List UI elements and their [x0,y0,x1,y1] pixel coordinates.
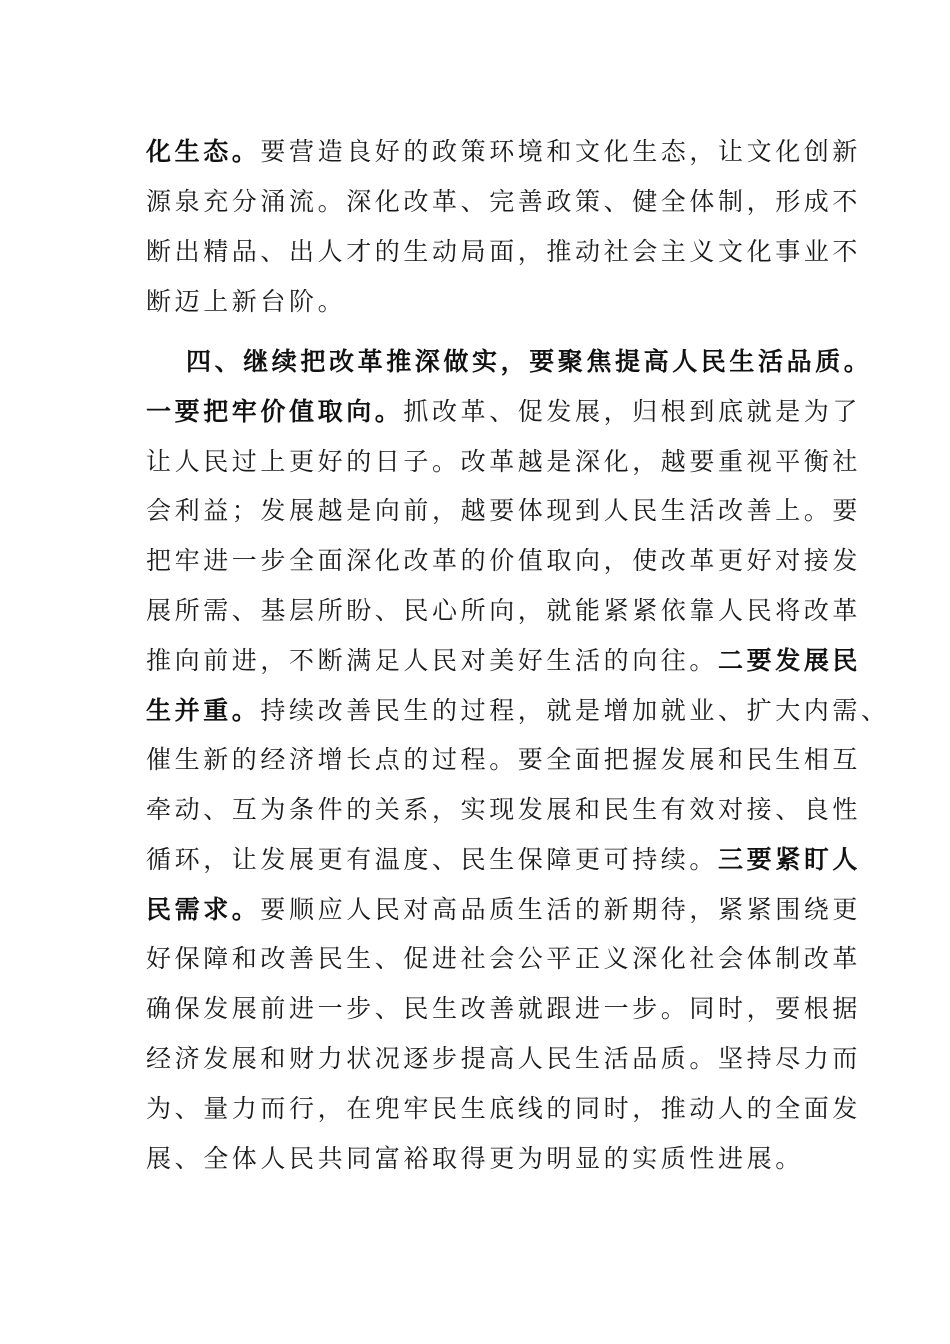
body-text: 循环，让发展更有温度、民生保障更可持续。 [146,845,719,874]
body-text: 持续改善民生的过程，就是增加就业、扩大内需、 [260,696,890,725]
heading-text: 四、继续把改革推深做实，要聚焦提高人民生活品质。 [186,347,873,376]
text-line-7 [146,437,862,487]
text-line-9 [146,536,862,586]
text-line-15 [146,835,862,885]
text-line-18 [146,984,862,1034]
text-line-2 [146,177,862,227]
text-line-1 [146,127,862,177]
bold-phrase: 民需求。 [146,895,261,924]
body-text: 牵动、互为条件的关系，实现发展和民生有效对接、良性 [146,795,862,824]
text-line-4 [146,277,826,327]
body-text: 要顺应人民对高品质生活的新期待，紧紧围绕更 [260,895,862,924]
text-line-6 [146,387,862,437]
body-text: 推向前进，不断满足人民对美好生活的向往。 [146,646,719,675]
text-line-10 [146,586,862,636]
text-line-20 [146,1084,862,1134]
body-text: 展所需、基层所盼、民心所向，就能紧紧依靠人民将改革 [146,596,862,625]
body-text: 会利益；发展越是向前，越要体现到人民生活改善上。要 [146,496,862,525]
text-line-16 [146,885,862,935]
bold-phrase: 三要紧盯人 [718,845,862,874]
body-text: 为、量力而行，在兜牢民生底线的同时，推动人的全面发 [146,1094,862,1123]
text-line-3 [146,227,862,277]
text-line-8 [146,486,862,536]
body-text: 把牢进一步全面深化改革的价值取向，使改革更好对接发 [146,546,862,575]
text-line-12 [146,686,890,736]
text-line-14 [146,785,862,835]
text-line-13 [146,735,862,785]
text-line-21 [146,1134,826,1184]
body-text: 断出精品、出人才的生动局面，推动社会主义文化事业不 [146,237,862,266]
section-heading [186,337,873,387]
bold-phrase: 一要把牢价值取向。 [146,397,404,426]
body-text: 经济发展和财力状况逐步提高人民生活品质。坚持尽力而 [146,1044,862,1073]
bold-phrase: 化生态。 [146,137,261,166]
body-text: 催生新的经济增长点的过程。要全面把握发展和民生相互 [146,745,862,774]
body-text: 好保障和改善民生、促进社会公平正义深化社会体制改革 [146,944,862,973]
text-line-11 [146,636,862,686]
body-text: 让人民过上更好的日子。改革越是深化，越要重视平衡社 [146,447,862,476]
body-text: 展、全体人民共同富裕取得更为明显的实质性进展。 [146,1144,804,1173]
body-text: 抓改革、促发展，归根到底就是为了 [403,397,862,426]
bold-phrase: 二要发展民 [718,646,862,675]
body-text: 源泉充分涌流。深化改革、完善政策、健全体制，形成不 [146,187,862,216]
body-text: 确保发展前进一步、民生改善就跟进一步。同时，要根据 [146,994,862,1023]
bold-phrase: 生并重。 [146,696,261,725]
text-line-17 [146,934,862,984]
body-text: 断迈上新台阶。 [146,287,347,316]
body-text: 要营造良好的政策环境和文化生态，让文化创新 [260,137,862,166]
text-line-19 [146,1034,862,1084]
